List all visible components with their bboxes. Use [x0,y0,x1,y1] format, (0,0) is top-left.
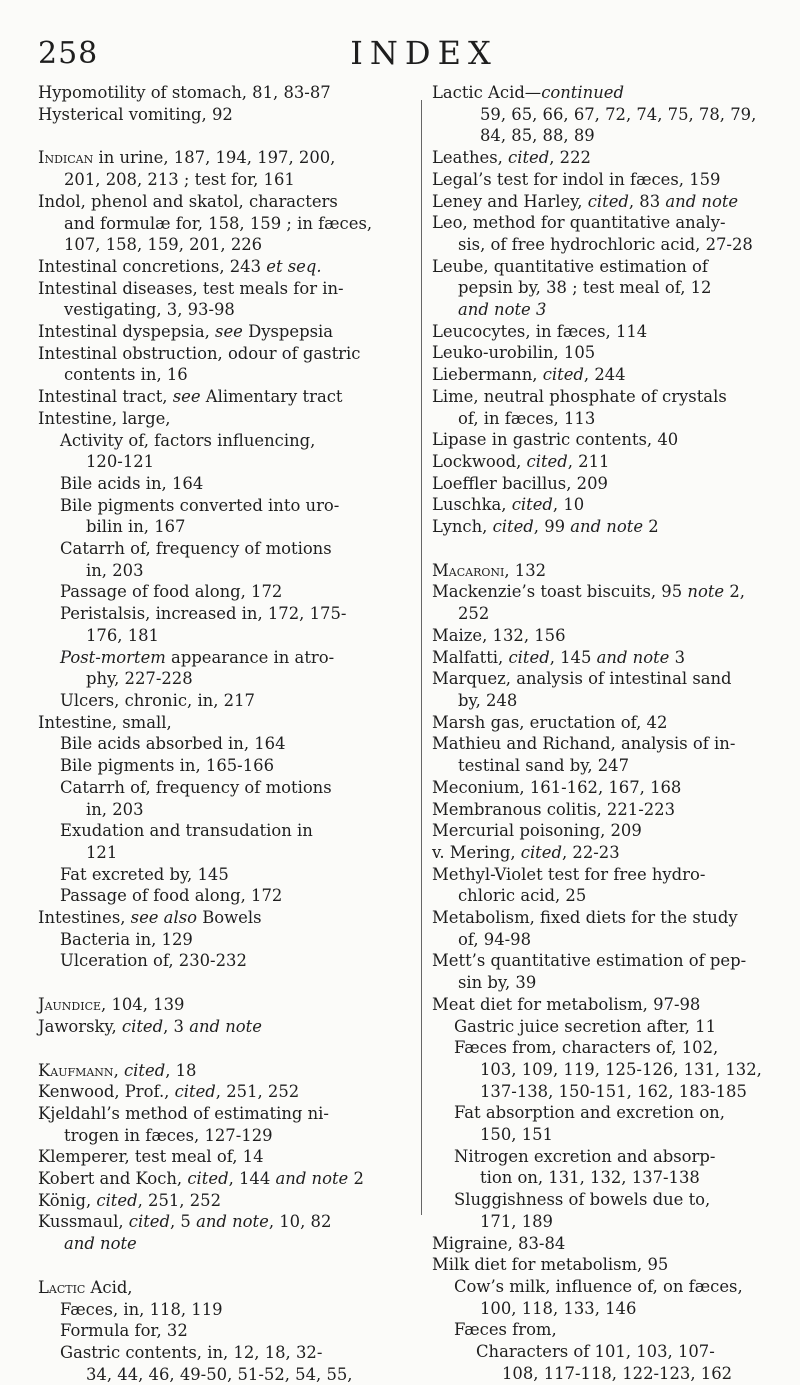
index-entry: Lockwood, cited, 211 [432,451,610,471]
index-subentry: Ulceration of, 230-232 [60,951,247,971]
page-number: 258 [38,36,99,71]
index-subentry: Fæces from, characters of, 102, 103, 109, 119, 125-126, 131, 132, 137-138, 150-151, 162, 183-185 [454,1038,762,1101]
index-entry: Milk diet for metabolism, 95 [432,1255,669,1275]
index-subentry: Bile acids in, 164 [60,473,204,493]
index-entry: Metabolism, fixed diets for the study of, 94-98 [432,908,738,949]
index-entry: Jaundice, 104, 139 [38,995,185,1015]
index-subentry: Catarrh of, frequency of motions in, 203 [60,777,332,819]
index-subentry: Bile acids absorbed in, 164 [60,734,286,754]
index-entry: Legal’s test for indol in fæces, 159 [432,169,721,189]
index-entry: Leucocytes, in fæces, 114 [432,321,648,341]
index-subentry: Activity of, factors influencing, 120-121 [60,430,316,472]
index-entry: Lime, neutral phosphate of crystals of, in fæces, 113 [432,386,727,428]
index-entry: Hypomotility of stomach, 81, 83-87 [38,83,331,102]
index-subentry: Exudation and transudation in 121 [60,821,313,862]
index-entry: Lynch, cited, 99 and note 2 [432,517,659,537]
index-entry: Malfatti, cited, 145 and note 3 [432,647,685,667]
index-entry: Marsh gas, eructation of, 42 [432,712,668,732]
section-gap [432,538,782,560]
index-subentry: Bacteria in, 129 [60,929,193,949]
index-entry: König, cited, 251, 252 [38,1190,222,1210]
index-entry: Intestinal concretions, 243 et seq. [38,256,322,276]
section-gap [38,1038,412,1060]
index-subentry: Fæces, in, 118, 119 [60,1299,223,1319]
index-entry: Mett’s quantitative estimation of pep- sin by, 39 [432,951,747,993]
index-subentry: Nitrogen excretion and absorp- tion on, 131, 132, 137-138 [454,1146,716,1188]
index-entry: Leuko-urobilin, 105 [432,343,596,363]
index-subentry: Bile pigments in, 165-166 [60,756,274,776]
index-entry: Luschka, cited, 10 [432,495,585,515]
index-subentry: Post-mortem appearance in atro- phy, 227-228 [60,647,335,689]
index-entry: Mackenzie’s toast biscuits, 95 note 2, 252 [432,582,745,624]
index-entry: Membranous colitis, 221-223 [432,799,676,819]
index-entry: Mercurial poisoning, 209 [432,821,642,841]
page-title: INDEX [350,34,498,72]
index-subentry: Peristalsis, increased in, 172, 175- 176, 181 [60,604,347,645]
index-entry: Leney and Harley, cited, 83 and note [432,191,739,211]
index-subentry: Sluggishness of bowels due to, 171, 189 [454,1190,711,1231]
index-subentry: Fæces from, [454,1320,557,1340]
index-entry: Loeffler bacillus, 209 [432,473,608,493]
index-subentry: Passage of food along, 172 [60,582,283,602]
index-subentry: Fat excreted by, 145 [60,864,229,884]
index-entry: Leathes, cited, 222 [432,148,591,168]
index-entry: Hysterical vomiting, 92 [38,104,233,124]
index-subentry: Formula for, 32 [60,1321,188,1341]
index-column-left [38,82,412,1385]
index-subentry: Cow’s milk, influence of, on fæces, 100, 118, 133, 146 [454,1276,743,1318]
index-entry: Kobert and Koch, cited, 144 and note 2 [38,1169,364,1189]
index-subentry: Fat absorption and excretion on, 150, 151 [454,1103,725,1145]
index-entry: Kaufmann, cited, 18 [38,1060,197,1080]
index-subentry: Gastric contents, in, 12, 18, 32- 34, 44, 46, 49-50, 51-52, 54, 55, [60,1342,353,1384]
index-entry: Lactic Acid, [38,1277,133,1297]
index-entry: Indican in urine, 187, 194, 197, 200, 201, 208, 213 ; test for, 161 [38,148,336,190]
index-subentry: Gastric juice secretion after, 11 [454,1016,717,1036]
index-entry: Intestinal obstruction, odour of gastric contents in, 16 [38,343,361,385]
index-entry: Intestines, see also Bowels [38,908,262,928]
index-entry: Intestine, large, [38,408,171,428]
index-subentry: Passage of food along, 172 [60,886,283,906]
index-entry: Marquez, analysis of intestinal sand by, 248 [432,669,732,710]
section-gap [38,125,412,147]
index-entry: Intestine, small, [38,712,172,732]
index-entry: Leo, method for quantitative analy- sis, of free hydrochloric acid, 27-28 [432,213,753,254]
index-entry: Meat diet for metabolism, 97-98 [432,994,701,1014]
index-entry: Intestinal dyspepsia, see Dyspepsia [38,322,333,342]
index-entry: Liebermann, cited, 244 [432,365,626,385]
index-entry: Intestinal tract, see Alimentary tract [38,387,343,407]
index-entry: Macaroni, 132 [432,560,547,580]
index-entry: Maize, 132, 156 [432,625,566,645]
index-entry: Jaworsky, cited, 3 and note [38,1016,262,1036]
index-entry: Kussmaul, cited, 5 and note, 10, 82 and note [38,1212,332,1254]
index-subentry: Bile pigments converted into uro- bilin in, 167 [60,495,340,537]
index-entry: Lipase in gastric contents, 40 [432,430,679,450]
index-subentry: Ulcers, chronic, in, 217 [60,690,255,710]
index-entry: Kjeldahl’s method of estimating ni- trogen in fæces, 127-129 [38,1103,329,1145]
index-entry: v. Mering, cited, 22-23 [432,842,620,862]
index-entry: Mathieu and Richand, analysis of in- testinal sand by, 247 [432,734,736,776]
index-entry: Methyl-Violet test for free hydro- chloric acid, 25 [432,864,706,906]
index-entry-continuation: 59, 65, 66, 67, 72, 74, 75, 78, 79, 84, 85, 88, 89 [480,104,757,146]
section-gap [38,1255,412,1277]
section-gap [38,972,412,994]
index-subentry: Catarrh of, frequency of motions in, 203 [60,539,332,580]
index-entry: Klemperer, test meal of, 14 [38,1147,264,1167]
index-column-right [432,82,782,1384]
index-entry: Indol, phenol and skatol, characters and formulæ for, 158, 159 ; in fæces, 107, 158, 159, 201, 226 [38,191,373,255]
index-entry: Intestinal diseases, test meals for in- vestigating, 3, 93-98 [38,278,344,320]
index-entry: Leube, quantitative estimation of pepsin by, 38 ; test meal of, 12 and note 3 [432,256,712,320]
index-entry: Migraine, 83-84 [432,1233,566,1253]
index-entry: Lactic Acid—continued [432,83,624,102]
index-entry: Meconium, 161-162, 167, 168 [432,777,682,797]
index-subentry: Characters of 101, 103, 107- 108, 117-118, 122-123, 162 [476,1342,733,1383]
index-entry: Kenwood, Prof., cited, 251, 252 [38,1082,300,1102]
column-divider [421,100,422,1215]
